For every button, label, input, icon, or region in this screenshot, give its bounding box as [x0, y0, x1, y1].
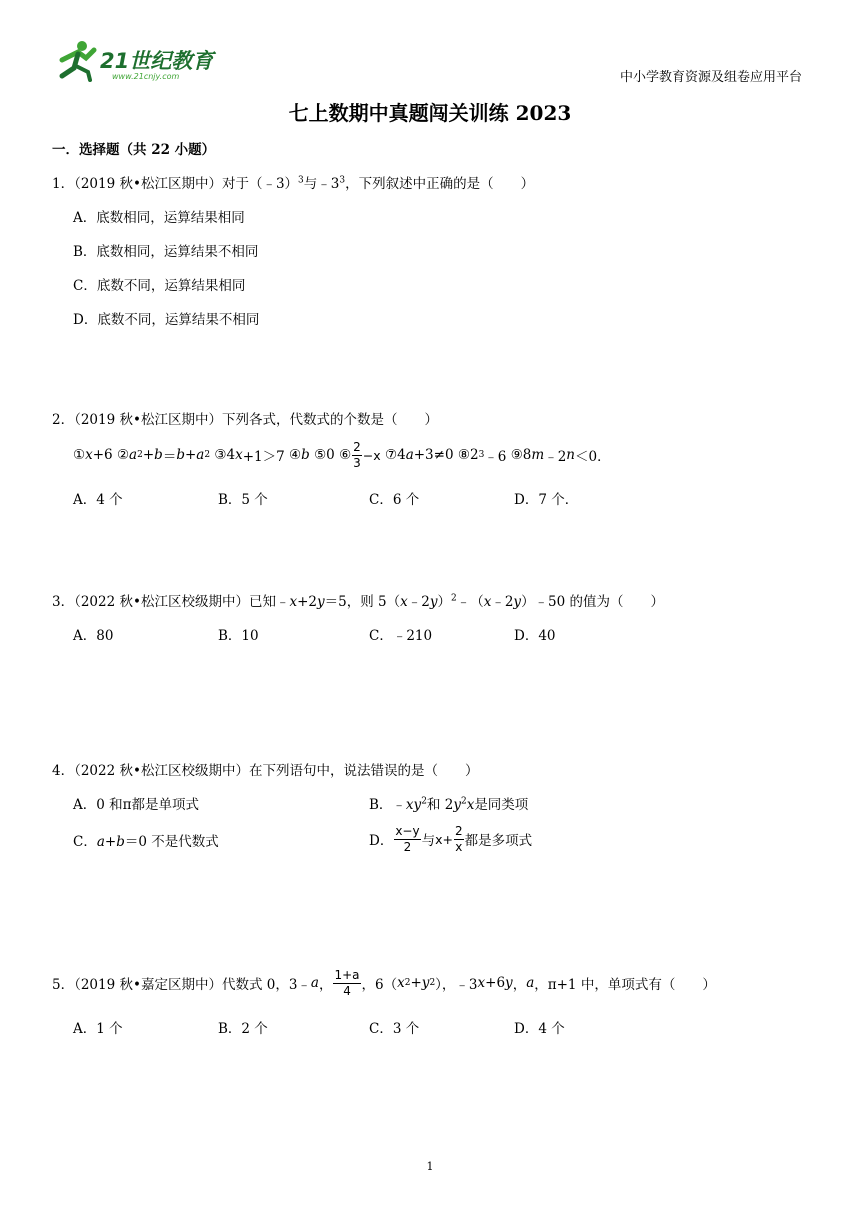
question-4-option-c[interactable]: C．a+b＝0 不是代数式: [73, 834, 219, 850]
question-3-option-a[interactable]: A．80: [73, 628, 114, 644]
section-heading: 一．选择题（共 22 小题）: [52, 142, 216, 158]
question-3-option-c[interactable]: C．﹣210: [369, 628, 433, 644]
question-2-option-a[interactable]: A．4 个: [73, 492, 123, 508]
page-title: 七上数期中真题闯关训练 2023: [288, 101, 572, 125]
question-2-option-b[interactable]: B．5 个: [218, 492, 268, 508]
platform-text: 中小学教育资源及组卷应用平台: [619, 70, 802, 85]
question-4-option-a[interactable]: A．0 和π都是单项式: [73, 797, 200, 813]
question-number: 1．: [52, 176, 75, 192]
question-1-option-c[interactable]: C．底数不同，运算结果相同: [73, 278, 246, 294]
question-4-stem: 4．（2022 秋•松江区校级期中）在下列语句中，说法错误的是（ ）: [52, 763, 479, 779]
fraction: $\frac{x-y}{2}$: [395, 823, 420, 854]
runner-logo-icon: [52, 38, 232, 82]
question-5-option-a[interactable]: A．1 个: [73, 1021, 123, 1037]
page-number: 1: [426, 1160, 434, 1173]
stem-text: ，下列叙述中正确的是（ ）: [345, 176, 535, 192]
question-3-option-d[interactable]: D．40: [514, 628, 556, 644]
question-1-option-b[interactable]: B．底数相同，运算结果不相同: [73, 244, 259, 260]
fraction: $\frac{2}{3}$: [353, 439, 361, 470]
site-logo: [52, 38, 232, 82]
question-2-option-d[interactable]: D．7 个．: [514, 492, 579, 508]
question-4-option-b[interactable]: B．$﹣xy^2$和 $2y^2x$是同类项: [369, 796, 529, 813]
fraction: $\frac{2}{x}$: [454, 823, 463, 854]
question-1-stem: [52, 172, 534, 192]
question-3-option-b[interactable]: B．10: [218, 628, 259, 644]
stem-text: 与﹣3: [303, 176, 340, 192]
question-5-stem: 5．（2019 秋•嘉定区期中）代数式 0，3﹣ a ， $\frac{1+a}{4}$ ，6（ x 2 + y 2 ），﹣3 x +6 y ， a ，π+1 中，单项式有（ ）: [52, 967, 716, 998]
question-2-option-c[interactable]: C．6 个: [369, 492, 420, 508]
question-4-option-d[interactable]: D． $\frac{x-y}{2}$ 与 x+ $\frac{2}{x}$ 都是多项式: [369, 823, 533, 854]
stem-text: （2019 秋•松江区期中）对于（﹣3）: [74, 176, 299, 192]
exponent: 3: [339, 175, 346, 186]
question-5-option-c[interactable]: C．3 个: [369, 1021, 420, 1037]
exponent: 3: [298, 175, 304, 186]
question-1-option-a[interactable]: A．底数相同，运算结果相同: [73, 210, 245, 226]
logo-url-text: www.21cnjy.com: [112, 72, 180, 81]
question-5-option-b[interactable]: B．2 个: [218, 1021, 268, 1037]
logo-text: 21世纪教育: [100, 49, 214, 73]
question-2-expressions: ① x +6 ② a 2 + b ＝ b + a 2 ③ 4 x +1＞7 ④ b ⑤ 0 ⑥ $\frac{2}{3}$ −x ⑦ 4 a +3≠0 ⑧ 2 3 ﹣6 ⑨ 8 m ﹣2 n ＜0．: [73, 439, 611, 470]
fraction: $\frac{1+a}{4}$: [334, 967, 360, 998]
question-3-stem: 3．（2022 秋•松江区校级期中）已知﹣x+2y＝5，则 5（x﹣2y）$^2$﹣（x﹣2y）﹣50 的值为（ ）: [52, 593, 665, 610]
question-5-option-d[interactable]: D．4 个: [514, 1021, 565, 1037]
question-1-option-d[interactable]: D．底数不同，运算结果不相同: [73, 312, 260, 328]
question-2-stem: 2．（2019 秋•松江区期中）下列各式，代数式的个数是（ ）: [52, 412, 438, 428]
